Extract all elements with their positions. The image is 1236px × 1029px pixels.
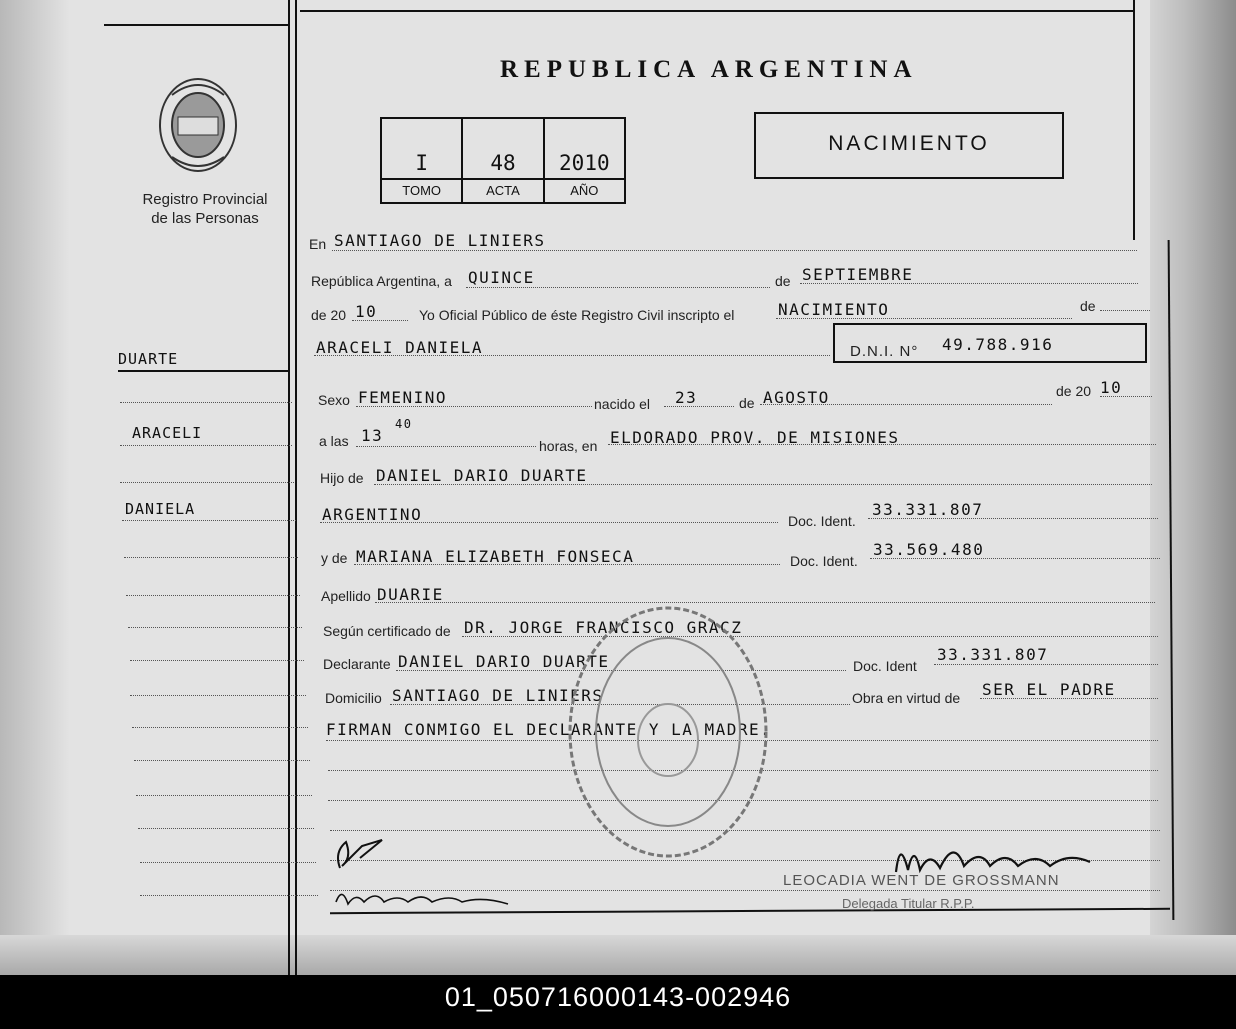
firman-value: FIRMAN CONMIGO EL DECLARANTE Y LA MADRE. bbox=[326, 720, 772, 739]
acta-label: ACTA bbox=[463, 178, 542, 202]
de-label: de bbox=[775, 273, 791, 289]
field-line bbox=[466, 287, 770, 288]
padre-value: DANIEL DARIO DUARTE bbox=[376, 466, 588, 485]
misiones-crest-icon bbox=[156, 75, 240, 175]
margin-name2: DANIELA bbox=[125, 500, 196, 518]
nacionalidad-value: ARGENTINO bbox=[322, 505, 423, 524]
tomo-cell bbox=[382, 119, 463, 202]
obra-label: Obra en virtud de bbox=[852, 690, 961, 706]
doc-label-padre: Doc. Ident. bbox=[788, 513, 856, 529]
nombre-value: ARACELI DANIELA bbox=[316, 338, 483, 357]
declarante-value: DANIEL DARIO DUARTE bbox=[398, 652, 610, 671]
dia-value: QUINCE bbox=[468, 268, 535, 287]
horas-label: horas, en bbox=[539, 438, 598, 454]
field-line bbox=[980, 698, 1158, 699]
certificado-value: DR. JORGE FRANCISCO GRACZ bbox=[464, 618, 743, 637]
nacido-dia: 23 bbox=[675, 388, 698, 407]
domicilio-label: Domicilio bbox=[325, 690, 382, 706]
field-line bbox=[314, 355, 830, 356]
registry-table bbox=[380, 117, 626, 204]
margin-line bbox=[140, 895, 318, 896]
margin-line bbox=[120, 402, 292, 403]
document-title: REPUBLICA ARGENTINA bbox=[500, 56, 918, 83]
hora-value: 13 bbox=[361, 426, 384, 445]
officer-name: LEOCADIA WENT DE GROSSMANN bbox=[783, 872, 1060, 889]
apellido-label: Apellido bbox=[321, 588, 371, 604]
margin-rule bbox=[118, 370, 288, 372]
field-line bbox=[356, 446, 536, 447]
margin-line bbox=[140, 862, 316, 863]
margin-line bbox=[124, 557, 298, 558]
page-bottom-shade bbox=[0, 935, 1236, 975]
dni-label: D.N.I. N° bbox=[850, 343, 919, 360]
margin-line bbox=[134, 760, 310, 761]
tomo-label: TOMO bbox=[382, 178, 461, 202]
registry-office-line1: Registro Provincial bbox=[142, 191, 268, 208]
acta-cell bbox=[463, 119, 544, 202]
field-line bbox=[800, 283, 1138, 284]
acta-value: 48 bbox=[490, 151, 516, 175]
field-line bbox=[352, 320, 408, 321]
field-line bbox=[320, 522, 778, 523]
nacido-mes: AGOSTO bbox=[763, 388, 830, 407]
margin-name1: ARACELI bbox=[132, 424, 203, 442]
tomo-value: I bbox=[415, 151, 428, 175]
declarante-signature-icon bbox=[332, 832, 392, 876]
lugar-value: ELDORADO PROV. DE MISIONES bbox=[610, 428, 900, 447]
en-label: En bbox=[309, 236, 327, 252]
madre-doc: 33.569.480 bbox=[873, 540, 985, 559]
field-line bbox=[664, 406, 734, 407]
field-line bbox=[354, 564, 780, 565]
registry-office-line2: de las Personas bbox=[151, 210, 259, 227]
margin-line bbox=[120, 482, 294, 483]
sexo-value: FEMENINO bbox=[358, 388, 448, 407]
margin-line bbox=[128, 627, 302, 628]
nacido-anio-prefix: de 20 bbox=[1056, 383, 1092, 399]
form-top-border bbox=[300, 10, 1135, 12]
mes-value: SEPTIEMBRE bbox=[802, 265, 914, 284]
margin-line bbox=[122, 520, 296, 521]
alas-label: a las bbox=[319, 433, 349, 449]
en-value: SANTIAGO DE LINIERS bbox=[334, 231, 546, 250]
nacido-label: nacido el bbox=[594, 396, 651, 412]
margin-line bbox=[136, 795, 312, 796]
margin-line bbox=[138, 828, 314, 829]
image-code: 01_050716000143-002946 bbox=[444, 982, 792, 1012]
madre-value: MARIANA ELIZABETH FONSECA bbox=[356, 547, 635, 566]
apellido-value: DUARIE bbox=[377, 585, 444, 604]
field-line bbox=[1100, 310, 1150, 311]
anio-prefix: de 20 bbox=[311, 307, 347, 323]
certificado-label: Según certificado de bbox=[323, 623, 451, 639]
declarante-label: Declarante bbox=[323, 656, 391, 672]
margin-top-border bbox=[104, 24, 288, 26]
act-type-box: NACIMIENTO bbox=[754, 112, 1064, 179]
madre-signature-icon bbox=[332, 882, 512, 910]
anio-label: AÑO bbox=[545, 178, 624, 202]
hijo-label: Hijo de bbox=[320, 470, 364, 486]
padre-doc: 33.331.807 bbox=[872, 500, 984, 519]
field-line bbox=[760, 404, 1052, 405]
form-right-border bbox=[1133, 0, 1135, 240]
margin-line bbox=[130, 660, 304, 661]
registry-office-label bbox=[120, 190, 290, 228]
field-line bbox=[870, 558, 1160, 559]
nacido-anio: 10 bbox=[1100, 378, 1123, 397]
de-label-2: de bbox=[1080, 298, 1096, 314]
dni-value: 49.788.916 bbox=[942, 335, 1054, 354]
doc-ident-label: Doc. Ident bbox=[853, 658, 917, 674]
de-label-3: de bbox=[739, 395, 755, 411]
declarante-doc: 33.331.807 bbox=[937, 645, 1049, 664]
obra-value: SER EL PADRE bbox=[982, 680, 1116, 699]
gutter-shadow bbox=[0, 0, 70, 975]
margin-line bbox=[130, 695, 306, 696]
sexo-label: Sexo bbox=[318, 392, 350, 408]
page-edge bbox=[1150, 0, 1236, 975]
anio-value: 2010 bbox=[559, 151, 610, 175]
field-line bbox=[776, 318, 1072, 319]
doc-label-madre: Doc. Ident. bbox=[790, 553, 858, 569]
anio-cell bbox=[545, 119, 624, 202]
margin-surname: DUARTE bbox=[118, 350, 179, 368]
margin-line bbox=[120, 445, 292, 446]
field-line bbox=[356, 406, 592, 407]
inscripto-value: NACIMIENTO bbox=[778, 300, 890, 319]
anio-suffix: 10 bbox=[355, 302, 378, 321]
republica-label: República Argentina, a bbox=[311, 273, 452, 289]
field-line bbox=[868, 518, 1158, 519]
field-line bbox=[608, 444, 1156, 445]
field-line bbox=[934, 664, 1158, 665]
yde-label: y de bbox=[321, 550, 348, 566]
officer-title: Delegada Titular R.P.P. bbox=[842, 896, 975, 911]
margin-line bbox=[126, 595, 300, 596]
oficial-text: Yo Oficial Público de éste Registro Civil inscripto el bbox=[419, 307, 735, 323]
field-line bbox=[332, 250, 1137, 251]
domicilio-value: SANTIAGO DE LINIERS bbox=[392, 686, 604, 705]
field-line bbox=[1100, 396, 1152, 397]
margin-line bbox=[132, 727, 308, 728]
official-seal-icon bbox=[563, 600, 773, 865]
minutos-value: 40 bbox=[395, 417, 413, 431]
field-line bbox=[374, 484, 1152, 485]
